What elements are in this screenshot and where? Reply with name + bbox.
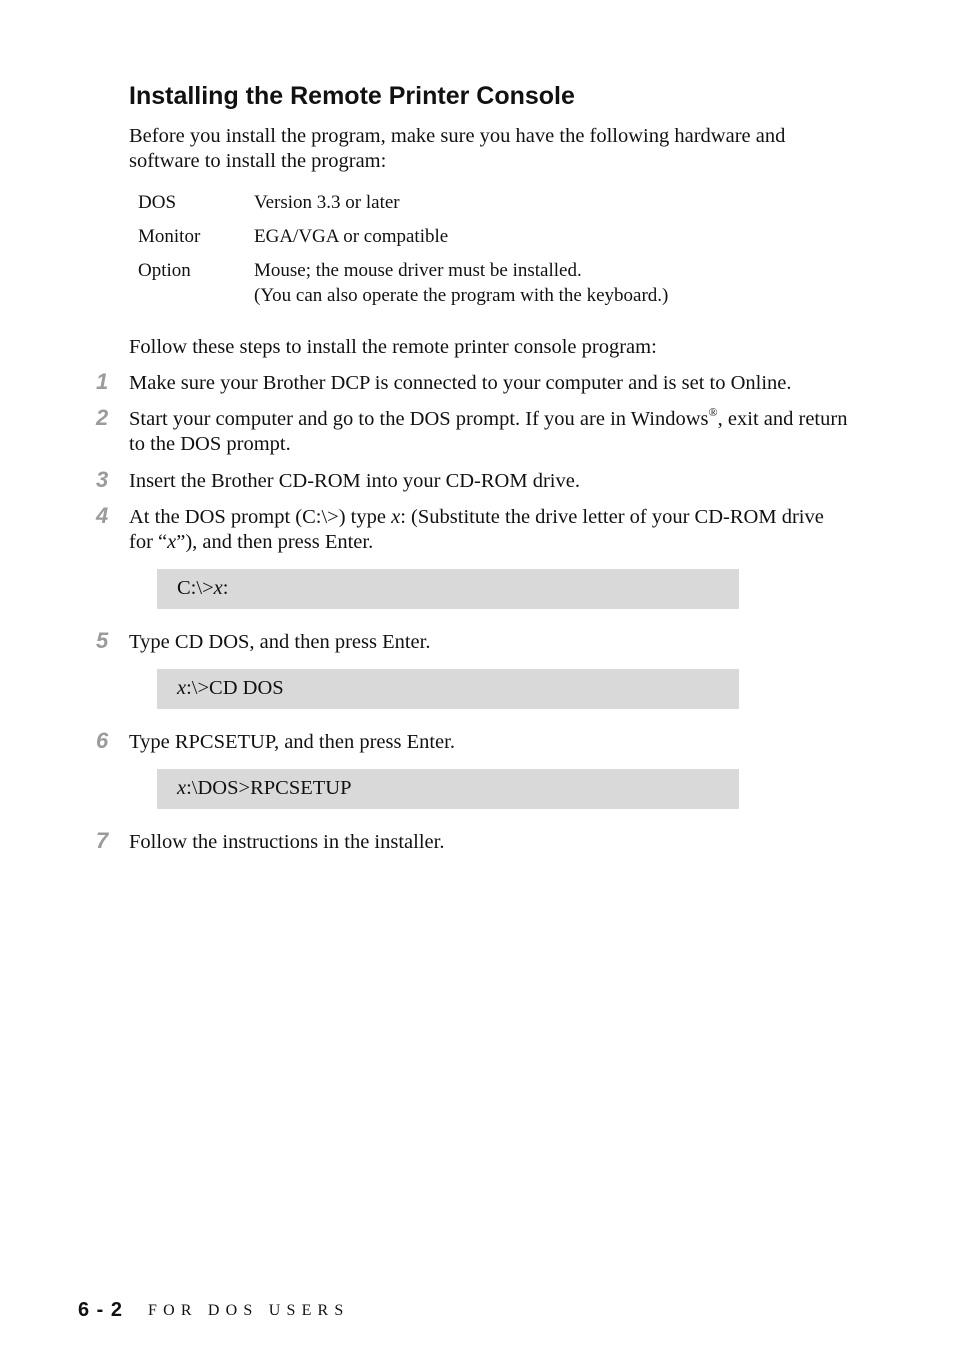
requirement-value: Mouse; the mouse driver must be installed. xyxy=(254,260,582,281)
step-text: Follow the instructions in the installer. xyxy=(129,831,445,853)
step-number: 1 xyxy=(96,369,109,394)
step-number: 5 xyxy=(96,628,109,653)
step-text-part: Start your computer and go to the DOS prompt. If you are in Windows xyxy=(129,408,709,430)
step-text xyxy=(129,407,849,457)
registered-mark: ® xyxy=(708,405,718,420)
step-number: 4 xyxy=(96,503,109,528)
variable-x: x xyxy=(167,531,177,553)
step-number: 6 xyxy=(96,728,109,753)
command-text: C:\> xyxy=(177,577,214,599)
requirement-label: DOS xyxy=(138,192,177,213)
step-text-part: : (Substitute the drive letter of your CD-ROM drive for “ xyxy=(129,506,824,553)
requirement-value: EGA/VGA or compatible xyxy=(254,226,449,247)
step-text: Type CD DOS, and then press Enter. xyxy=(129,631,431,653)
command-text: :\DOS>RPCSETUP xyxy=(186,777,352,799)
page-number: 6 - 2 xyxy=(78,1299,124,1321)
step-number: 2 xyxy=(96,405,109,430)
variable-x: x xyxy=(391,506,401,528)
requirement-value-note: (You can also operate the program with the keyboard.) xyxy=(254,285,669,306)
step-number: 3 xyxy=(96,467,109,492)
step-text: Type RPCSETUP, and then press Enter. xyxy=(129,731,455,753)
follow-steps-text: Follow these steps to install the remote printer console program: xyxy=(129,336,657,358)
section-title: FOR DOS USERS xyxy=(148,1302,350,1319)
step-text-part: At the DOS prompt (C:\>) type xyxy=(129,506,392,528)
command-box xyxy=(157,769,739,809)
variable-x: x xyxy=(177,777,187,799)
step-text xyxy=(129,505,849,555)
command-text: : xyxy=(222,577,229,599)
command-box xyxy=(157,669,739,709)
step-text-part: ”), and then press Enter. xyxy=(176,531,374,553)
step-number: 7 xyxy=(96,828,109,853)
requirement-label: Option xyxy=(138,260,191,281)
variable-x: x xyxy=(177,677,187,699)
step-text: Insert the Brother CD-ROM into your CD-ROM drive. xyxy=(129,470,580,492)
requirement-value: Version 3.3 or later xyxy=(254,192,400,213)
step-text-part: , exit and return to the DOS prompt. xyxy=(129,408,848,455)
variable-x: x xyxy=(213,577,223,599)
section-heading: Installing the Remote Printer Console xyxy=(129,82,575,110)
intro-paragraph: Before you install the program, make sure you have the following hardware and software to install the program: xyxy=(129,125,786,172)
command-text: :\>CD DOS xyxy=(186,677,284,699)
step-text: Make sure your Brother DCP is connected to your computer and is set to Online. xyxy=(129,372,792,394)
command-box xyxy=(157,569,739,609)
requirement-label: Monitor xyxy=(138,226,201,247)
